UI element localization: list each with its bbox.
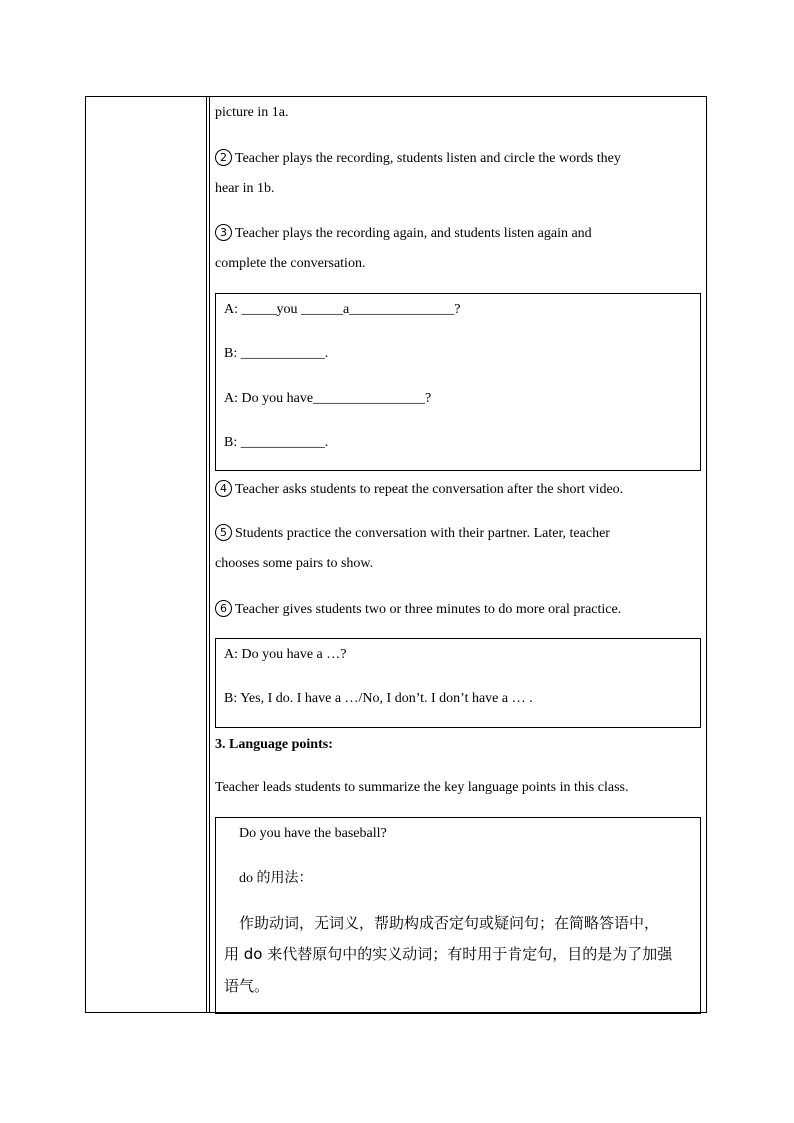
example-sentence: Do you have the baseball? <box>239 826 387 841</box>
column-divider <box>209 97 210 1012</box>
practice-box <box>215 638 701 728</box>
conversation-box <box>215 293 701 471</box>
step-2-text: Teacher plays the recording, students listen and circle the words they <box>235 151 621 166</box>
conversation-line-1: A: _____you ______a_______________? <box>224 302 461 317</box>
language-points-heading: 3. Language points: <box>215 737 333 752</box>
step-5 <box>215 524 610 543</box>
step-3-continued: complete the conversation. <box>215 256 366 271</box>
usage-line-3: 语气。 <box>224 977 270 995</box>
practice-line-2: B: Yes, I do. I have a …/No, I don’t. I don’t have a … . <box>224 691 533 706</box>
step-4-text: Teacher asks students to repeat the conversation after the short video. <box>235 482 624 497</box>
conversation-line-3: A: Do you have________________? <box>224 391 432 406</box>
step-6 <box>215 600 621 619</box>
left-column <box>86 97 207 1012</box>
step-2-continued: hear in 1b. <box>215 181 275 196</box>
usage-title: do 的用法： <box>239 871 313 886</box>
step-3-text: Teacher plays the recording again, and students listen again and <box>235 226 592 241</box>
step-5-number: 5 <box>215 524 232 541</box>
step-4-number: 4 <box>215 480 232 497</box>
usage-line-2: 用 do 来代替原句中的实义动词；有时用于肯定句，目的是为了加强 <box>224 945 673 963</box>
intro-tail: picture in 1a. <box>215 105 289 120</box>
step-5-continued: chooses some pairs to show. <box>215 556 374 571</box>
step-4 <box>215 480 623 499</box>
language-points-intro: Teacher leads students to summarize the key language points in this class. <box>215 780 629 795</box>
step-6-number: 6 <box>215 600 232 617</box>
lesson-table <box>85 96 707 1013</box>
step-2-number: 2 <box>215 149 232 166</box>
conversation-line-4: B: ____________. <box>224 435 329 450</box>
step-3 <box>215 224 592 243</box>
step-6-text: Teacher gives students two or three minutes to do more oral practice. <box>235 602 622 617</box>
conversation-line-2: B: ____________. <box>224 346 329 361</box>
usage-line-1: 作助动词，无词义，帮助构成否定句或疑问句；在简略答语中， <box>239 914 660 932</box>
language-points-box <box>215 817 701 1014</box>
practice-line-1: A: Do you have a …? <box>224 647 347 662</box>
step-5-text: Students practice the conversation with their partner. Later, teacher <box>235 526 610 541</box>
step-2 <box>215 149 621 168</box>
step-3-number: 3 <box>215 224 232 241</box>
